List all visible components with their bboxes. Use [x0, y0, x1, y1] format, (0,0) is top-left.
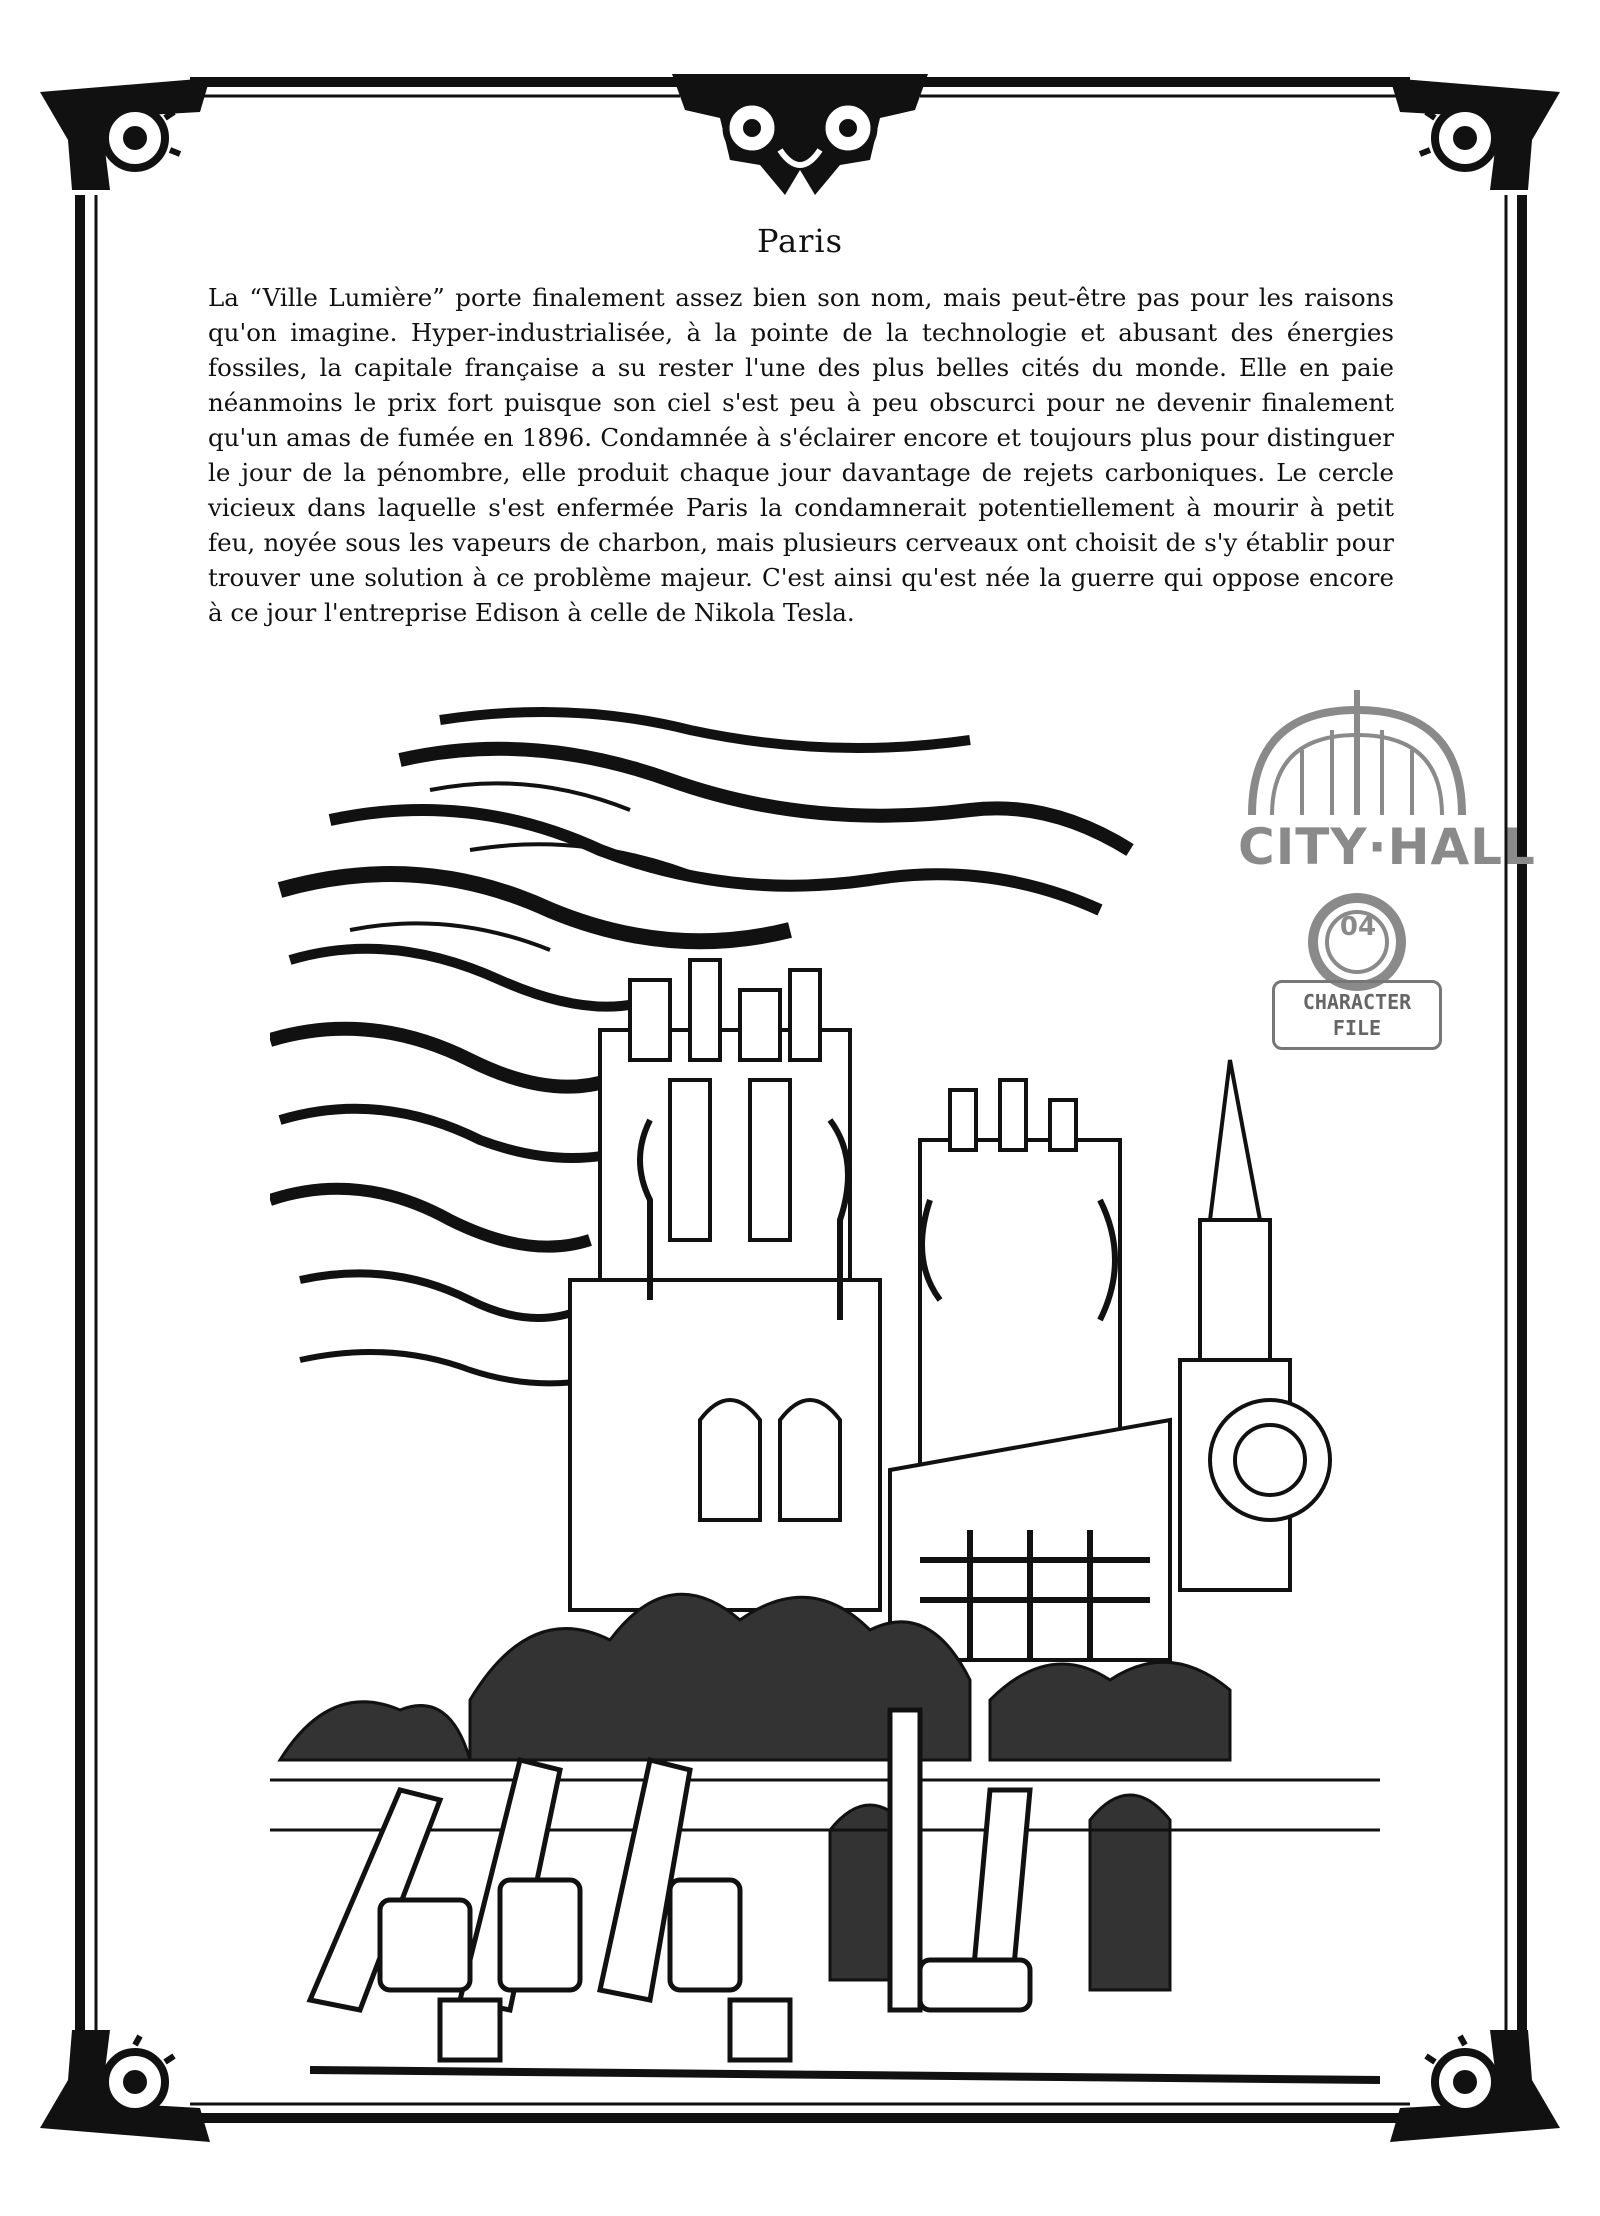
- center-ornament-top: [672, 74, 928, 195]
- corner-ornament-top-right: [1390, 78, 1560, 190]
- corner-ornament-bottom-right: [1390, 2030, 1560, 2142]
- page-title: Paris: [756, 222, 844, 260]
- stamp-label-line2: FILE: [1332, 1016, 1382, 1040]
- machinery: [270, 1710, 1380, 2080]
- stamp-number: 04: [1339, 912, 1377, 942]
- paris-cathedral-illustration: [270, 700, 1380, 2110]
- corner-ornament-top-left: [40, 78, 210, 190]
- stamp-label-box: [1272, 980, 1442, 1050]
- stamp-label-line1: CHARACTER: [1302, 990, 1412, 1014]
- description-paragraph: La “Ville Lumière” porte finalement assez bien son nom, mais peut-être pas pour les raisons qu'on imagine. Hyper-industrialisée, à la pointe de la technologie et abusant des énergies fossiles, la capitale française a su rester l'une des plus belles cités du monde. Elle en paie néanmoins le prix fort puisque son ciel s'est peu à peu obscurci pour ne devenir finalement qu'un amas de fumée en 1896. Condamnée à s'éclairer encore et toujours plus pour distinguer le jour de la pénombre, elle produit chaque jour davantage de rejets carboniques. Le cercle vicieux dans laquelle s'est enfermée Paris la condamnerait potentiellement à mourir à petit feu, noyée sous les vapeurs de charbon, mais plusieurs cerveaux ont choisit de s'y établir pour trouver une solution à ce problème majeur. C'est ainsi qu'est née la guerre qui oppose encore à ce jour l'entreprise Edison à celle de Nikola Tesla.: [208, 283, 1394, 627]
- stamp-title: CITY·HALL: [1238, 818, 1536, 876]
- cathedral-towers: [570, 960, 1330, 1660]
- corner-ornament-bottom-left: [40, 2030, 210, 2142]
